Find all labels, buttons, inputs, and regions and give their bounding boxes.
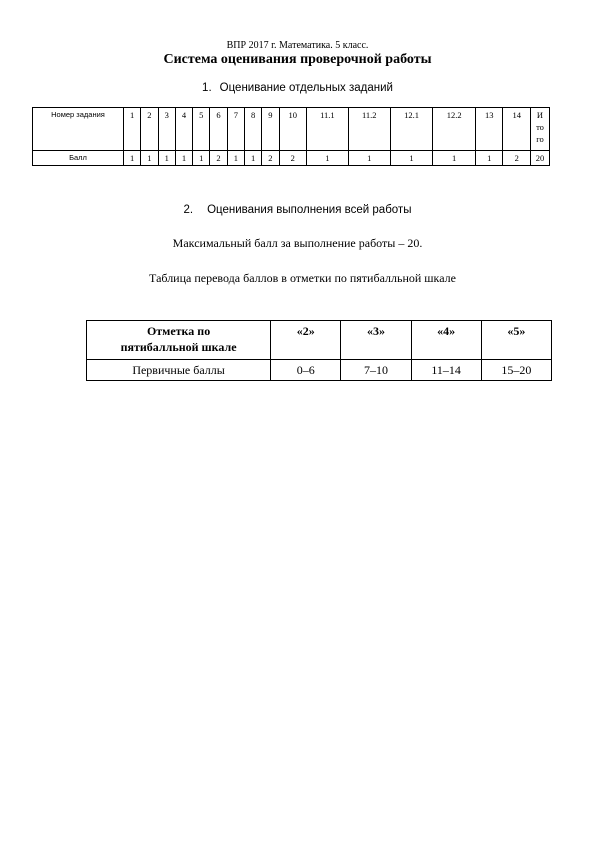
grade-header-cell: «4» bbox=[411, 321, 481, 360]
conversion-table-title: Таблица перевода баллов в отметки по пятибалльной шкале bbox=[149, 271, 456, 285]
points-header: Балл bbox=[33, 151, 124, 166]
task-number-cell: 3 bbox=[158, 108, 175, 151]
primary-scores-row bbox=[87, 360, 552, 381]
grade-label-line: Отметка по bbox=[146, 324, 211, 338]
task-number-cell: 1 bbox=[124, 108, 141, 151]
task-number-cell: 11.2 bbox=[348, 108, 390, 151]
task-number-cell: 10 bbox=[279, 108, 306, 151]
total-header-line: И bbox=[536, 110, 544, 120]
points-cell: 1 bbox=[475, 151, 502, 166]
points-cell: 1 bbox=[306, 151, 348, 166]
points-cell: 1 bbox=[158, 151, 175, 166]
task-number-cell: 14 bbox=[503, 108, 531, 151]
grade-label-header bbox=[87, 321, 271, 360]
task-number-cell: 5 bbox=[193, 108, 210, 151]
score-range-cell: 0–6 bbox=[271, 360, 341, 381]
points-cell: 1 bbox=[227, 151, 244, 166]
grade-header-cell: «2» bbox=[271, 321, 341, 360]
total-header-line: то bbox=[536, 122, 544, 132]
task-number-header: Номер задания bbox=[33, 108, 124, 151]
section-1-number: 1. bbox=[202, 82, 212, 94]
document-header: ВПР 2017 г. Математика. 5 класс. bbox=[226, 40, 369, 51]
section-1-heading bbox=[0, 82, 595, 94]
page-title: Система оценивания проверочной работы bbox=[163, 52, 432, 67]
task-number-cell: 7 bbox=[227, 108, 244, 151]
grades-header-row bbox=[87, 321, 552, 360]
score-range-cell: 15–20 bbox=[481, 360, 551, 381]
task-numbers-row bbox=[33, 108, 550, 151]
section-2-heading bbox=[0, 204, 595, 216]
points-cell: 1 bbox=[193, 151, 210, 166]
section-2-number: 2. bbox=[183, 204, 194, 216]
score-range-cell: 7–10 bbox=[341, 360, 411, 381]
points-cell: 1 bbox=[390, 151, 433, 166]
task-number-cell: 6 bbox=[210, 108, 227, 151]
task-number-cell: 4 bbox=[175, 108, 192, 151]
points-cell: 1 bbox=[124, 151, 141, 166]
score-range-cell: 11–14 bbox=[411, 360, 481, 381]
points-cell: 1 bbox=[433, 151, 476, 166]
task-number-cell: 2 bbox=[141, 108, 158, 151]
task-number-cell: 12.1 bbox=[390, 108, 433, 151]
task-number-cell: 13 bbox=[475, 108, 502, 151]
section-1-title: Оценивание отдельных заданий bbox=[219, 82, 393, 94]
points-row bbox=[33, 151, 550, 166]
task-scoring-table bbox=[32, 107, 550, 166]
task-number-cell: 11.1 bbox=[306, 108, 348, 151]
primary-scores-label: Первичные баллы bbox=[87, 360, 271, 381]
points-cell: 2 bbox=[279, 151, 306, 166]
points-cell: 1 bbox=[141, 151, 158, 166]
points-cell: 2 bbox=[262, 151, 279, 166]
points-cell: 2 bbox=[503, 151, 531, 166]
grade-label-line: пятибалльной шкале bbox=[120, 340, 237, 354]
total-points-cell: 20 bbox=[531, 151, 550, 166]
grade-header-cell: «5» bbox=[481, 321, 551, 360]
points-cell: 1 bbox=[348, 151, 390, 166]
total-header-line: го bbox=[536, 134, 544, 144]
task-number-cell: 8 bbox=[244, 108, 261, 151]
task-number-cell: 12.2 bbox=[433, 108, 476, 151]
grade-header-cell: «3» bbox=[341, 321, 411, 360]
points-cell: 1 bbox=[175, 151, 192, 166]
grade-conversion-table bbox=[86, 320, 552, 381]
points-cell: 2 bbox=[210, 151, 227, 166]
task-number-cell: 9 bbox=[262, 108, 279, 151]
section-2-title: Оценивания выполнения всей работы bbox=[207, 204, 412, 216]
points-cell: 1 bbox=[244, 151, 261, 166]
total-header bbox=[531, 108, 550, 151]
max-score-text: Максимальный балл за выполнение работы – 20. bbox=[172, 236, 423, 250]
